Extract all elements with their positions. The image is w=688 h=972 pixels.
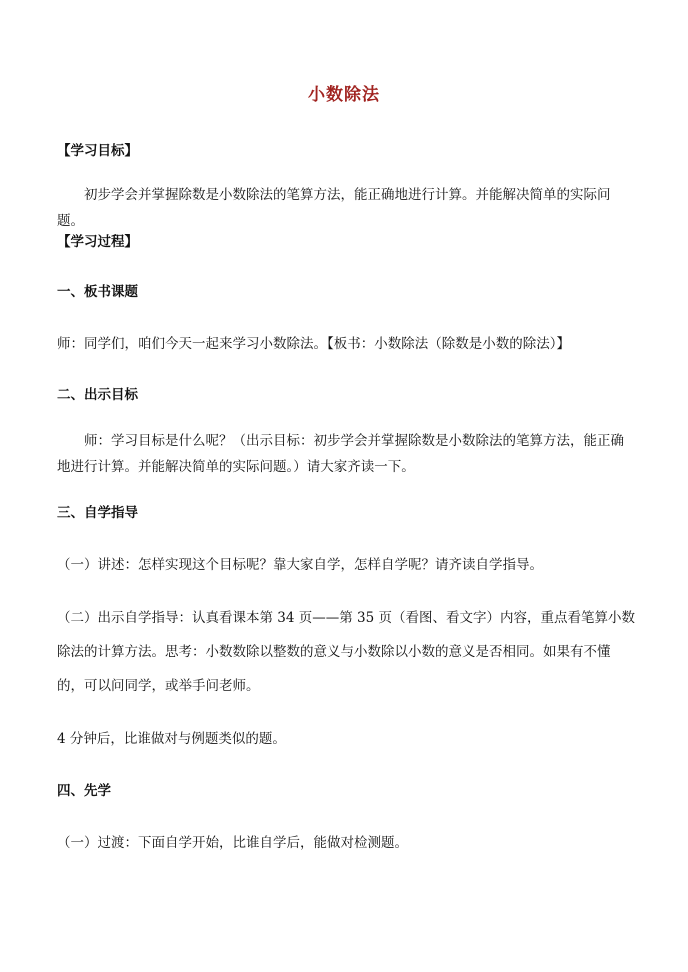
page-title: 小数除法 [308,85,380,105]
process-heading: 【学习过程】 [57,234,138,250]
section-2-text: 师：学习目标是什么呢？（出示目标：初步学会并掌握除数是小数除法的笔算方法，能正确地进行计算。并能解决简单的实际问题。）请大家齐读一下。 [57,433,624,475]
section-3-paragraph-2: （二）出示自学指导：认真看课本第 34 页——第 35 页（看图、看文字）内容，重点看笔算小数除法的计算方法。思考：小数数除以整数的意义与小数除以小数的意义是否相同。如果有不懂的，可以问同学，或举手问老师。 [57,610,636,694]
section-1-heading: 一、板书课题 [57,284,138,300]
section-1-text: 师：同学们，咱们今天一起来学习小数除法。【板书：小数除法（除数是小数的除法）】 [57,336,570,352]
goal-text: 初步学会并掌握除数是小数除法的笔算方法，能正确地进行计算。并能解决简单的实际问题。 [57,187,611,229]
section-4-paragraph-1: （一）过渡：下面自学开始，比谁自学后，能做对检测题。 [57,835,408,851]
goal-heading: 【学习目标】 [57,143,138,159]
section-2-heading: 二、出示目标 [57,387,138,403]
section-4-heading: 四、先学 [57,783,111,799]
section-3-heading: 三、自学指导 [57,505,138,521]
section-3-paragraph-3: 4 分钟后，比谁做对与例题类似的题。 [57,731,286,747]
section-3-paragraph-1: （一）讲述：怎样实现这个目标呢？靠大家自学，怎样自学呢？请齐读自学指导。 [57,557,543,573]
